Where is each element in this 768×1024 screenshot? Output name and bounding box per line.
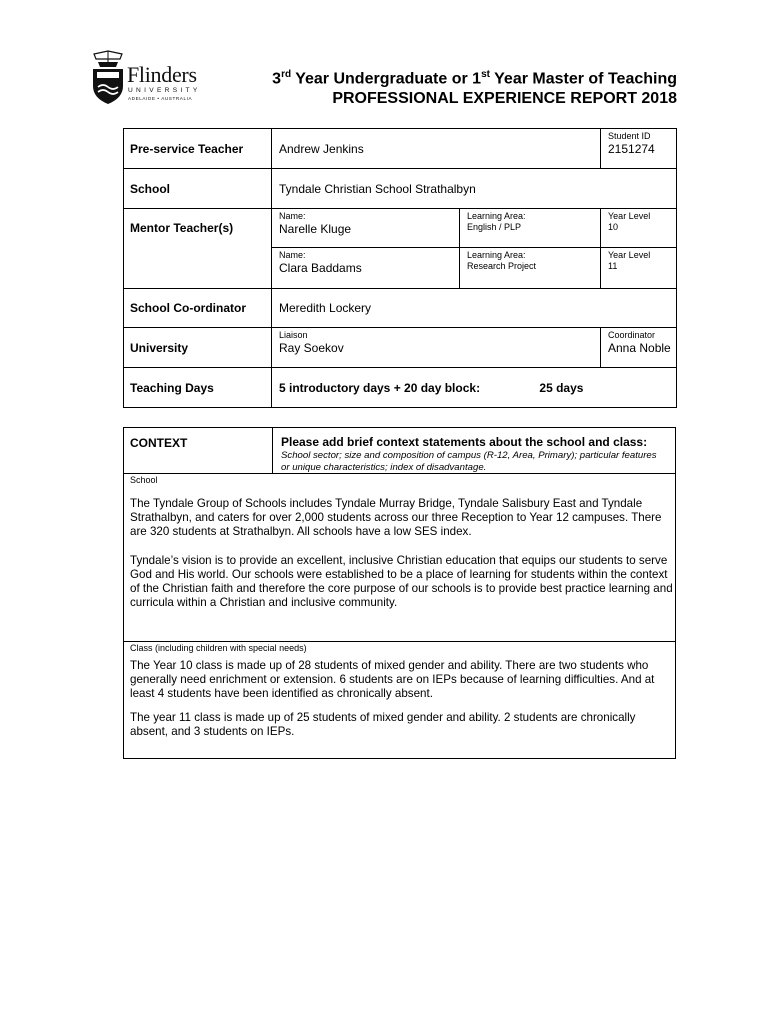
school-label: School xyxy=(124,169,272,209)
university-crest-icon xyxy=(90,50,126,106)
mentor-1-area-cell: Learning Area: English / PLP xyxy=(460,209,601,248)
mentor-1-year-cell: Year Level 10 xyxy=(601,209,677,248)
liaison-name: Ray Soekov xyxy=(279,341,344,355)
teaching-days-cell xyxy=(272,368,677,408)
student-id-cell xyxy=(601,129,677,169)
teaching-days-total: 25 days xyxy=(539,380,584,395)
teaching-days-label: Teaching Days xyxy=(124,368,272,408)
coordinator-name: Meredith Lockery xyxy=(272,289,677,328)
report-title-line2: PROFESSIONAL EXPERIENCE REPORT 2018 xyxy=(332,90,677,107)
coordinator-label: School Co-ordinator xyxy=(124,289,272,328)
context-header xyxy=(124,428,675,474)
uni-coordinator-cell: Coordinator Anna Noble xyxy=(601,328,677,368)
school-name: Tyndale Christian School Strathalbyn xyxy=(272,169,677,209)
class-paragraph-1: The Year 10 class is made up of 28 students of mixed gender and ability. There are two students who generally need enrichment or extension. 6 students are on IEPs because of learning difficulties. And at least 4 students have been identified as chronically absent. xyxy=(130,659,655,700)
context-question: Please add brief context statements about the school and class: xyxy=(281,435,648,449)
logo-location: ADELAIDE • AUSTRALIA xyxy=(128,96,193,101)
class-paragraph-2: The year 11 class is made up of 25 students of mixed gender and ability. 2 students are chronically absent, and 3 students on IEPs. xyxy=(130,711,636,738)
mentor-1-year: 10 xyxy=(608,222,619,232)
context-hint: School sector; size and composition of campus (R-12, Area, Primary); particular features or unique characteristics; index of disadvantage. xyxy=(281,450,657,473)
mentor-2-year-cell: Year Level 11 xyxy=(601,248,677,289)
school-context-section xyxy=(124,474,675,642)
logo-wordmark: Flinders xyxy=(127,62,197,87)
mentor-2-year: 11 xyxy=(608,261,618,271)
mentor-2-name-cell: Name: Clara Baddams xyxy=(272,248,460,289)
school-paragraph-2: Tyndale’s vision is to provide an excellent, inclusive Christian education that equips our students to serve God and His world. Our schools were established to be a place of learning for students within the context of the Christian faith and therefore the core purpose of our schools is to provide best practice learning and curricula within a Christian and inclusive community. xyxy=(130,554,673,609)
preservice-label: Pre-service Teacher xyxy=(124,129,272,169)
mentor-2-name: Clara Baddams xyxy=(279,261,362,275)
student-id-value: 2151274 xyxy=(608,142,655,156)
uni-coordinator-name: Anna Noble xyxy=(608,341,671,355)
school-caption: School xyxy=(130,475,158,485)
logo-university: UNIVERSITY xyxy=(128,87,201,94)
mentor-2-area-cell: Learning Area: Research Project xyxy=(460,248,601,289)
class-context-section xyxy=(124,642,675,758)
class-caption: Class (including children with special needs) xyxy=(130,643,307,653)
mentor-1-area: English / PLP xyxy=(467,222,522,232)
teaching-days-value: 5 introductory days + 20 day block: xyxy=(279,380,481,395)
liaison-cell: Liaison Ray Soekov xyxy=(272,328,601,368)
mentor-label: Mentor Teacher(s) xyxy=(124,209,272,289)
flinders-logo xyxy=(90,50,202,106)
details-table xyxy=(123,128,677,408)
school-paragraph-1: The Tyndale Group of Schools includes Tyndale Murray Bridge, Tyndale Salisbury East and Tyndale Strathalbyn, and caters for over 2,000 students across our three Reception to Year 12 campuses. There are 320 students at Strathalbyn. All schools have a low SES index. xyxy=(130,497,662,538)
student-id-label: Student ID xyxy=(608,131,651,141)
mentor-2-area: Research Project xyxy=(467,261,537,271)
university-label: University xyxy=(124,328,272,368)
preservice-name: Andrew Jenkins xyxy=(272,129,601,169)
report-title-line1: 3rd Year Undergraduate or 1st Year Master of Teaching xyxy=(272,69,677,88)
mentor-1-name: Narelle Kluge xyxy=(279,222,352,236)
context-label: CONTEXT xyxy=(130,436,188,450)
context-table xyxy=(123,427,676,759)
mentor-1-name-cell: Name: Narelle Kluge xyxy=(272,209,460,248)
